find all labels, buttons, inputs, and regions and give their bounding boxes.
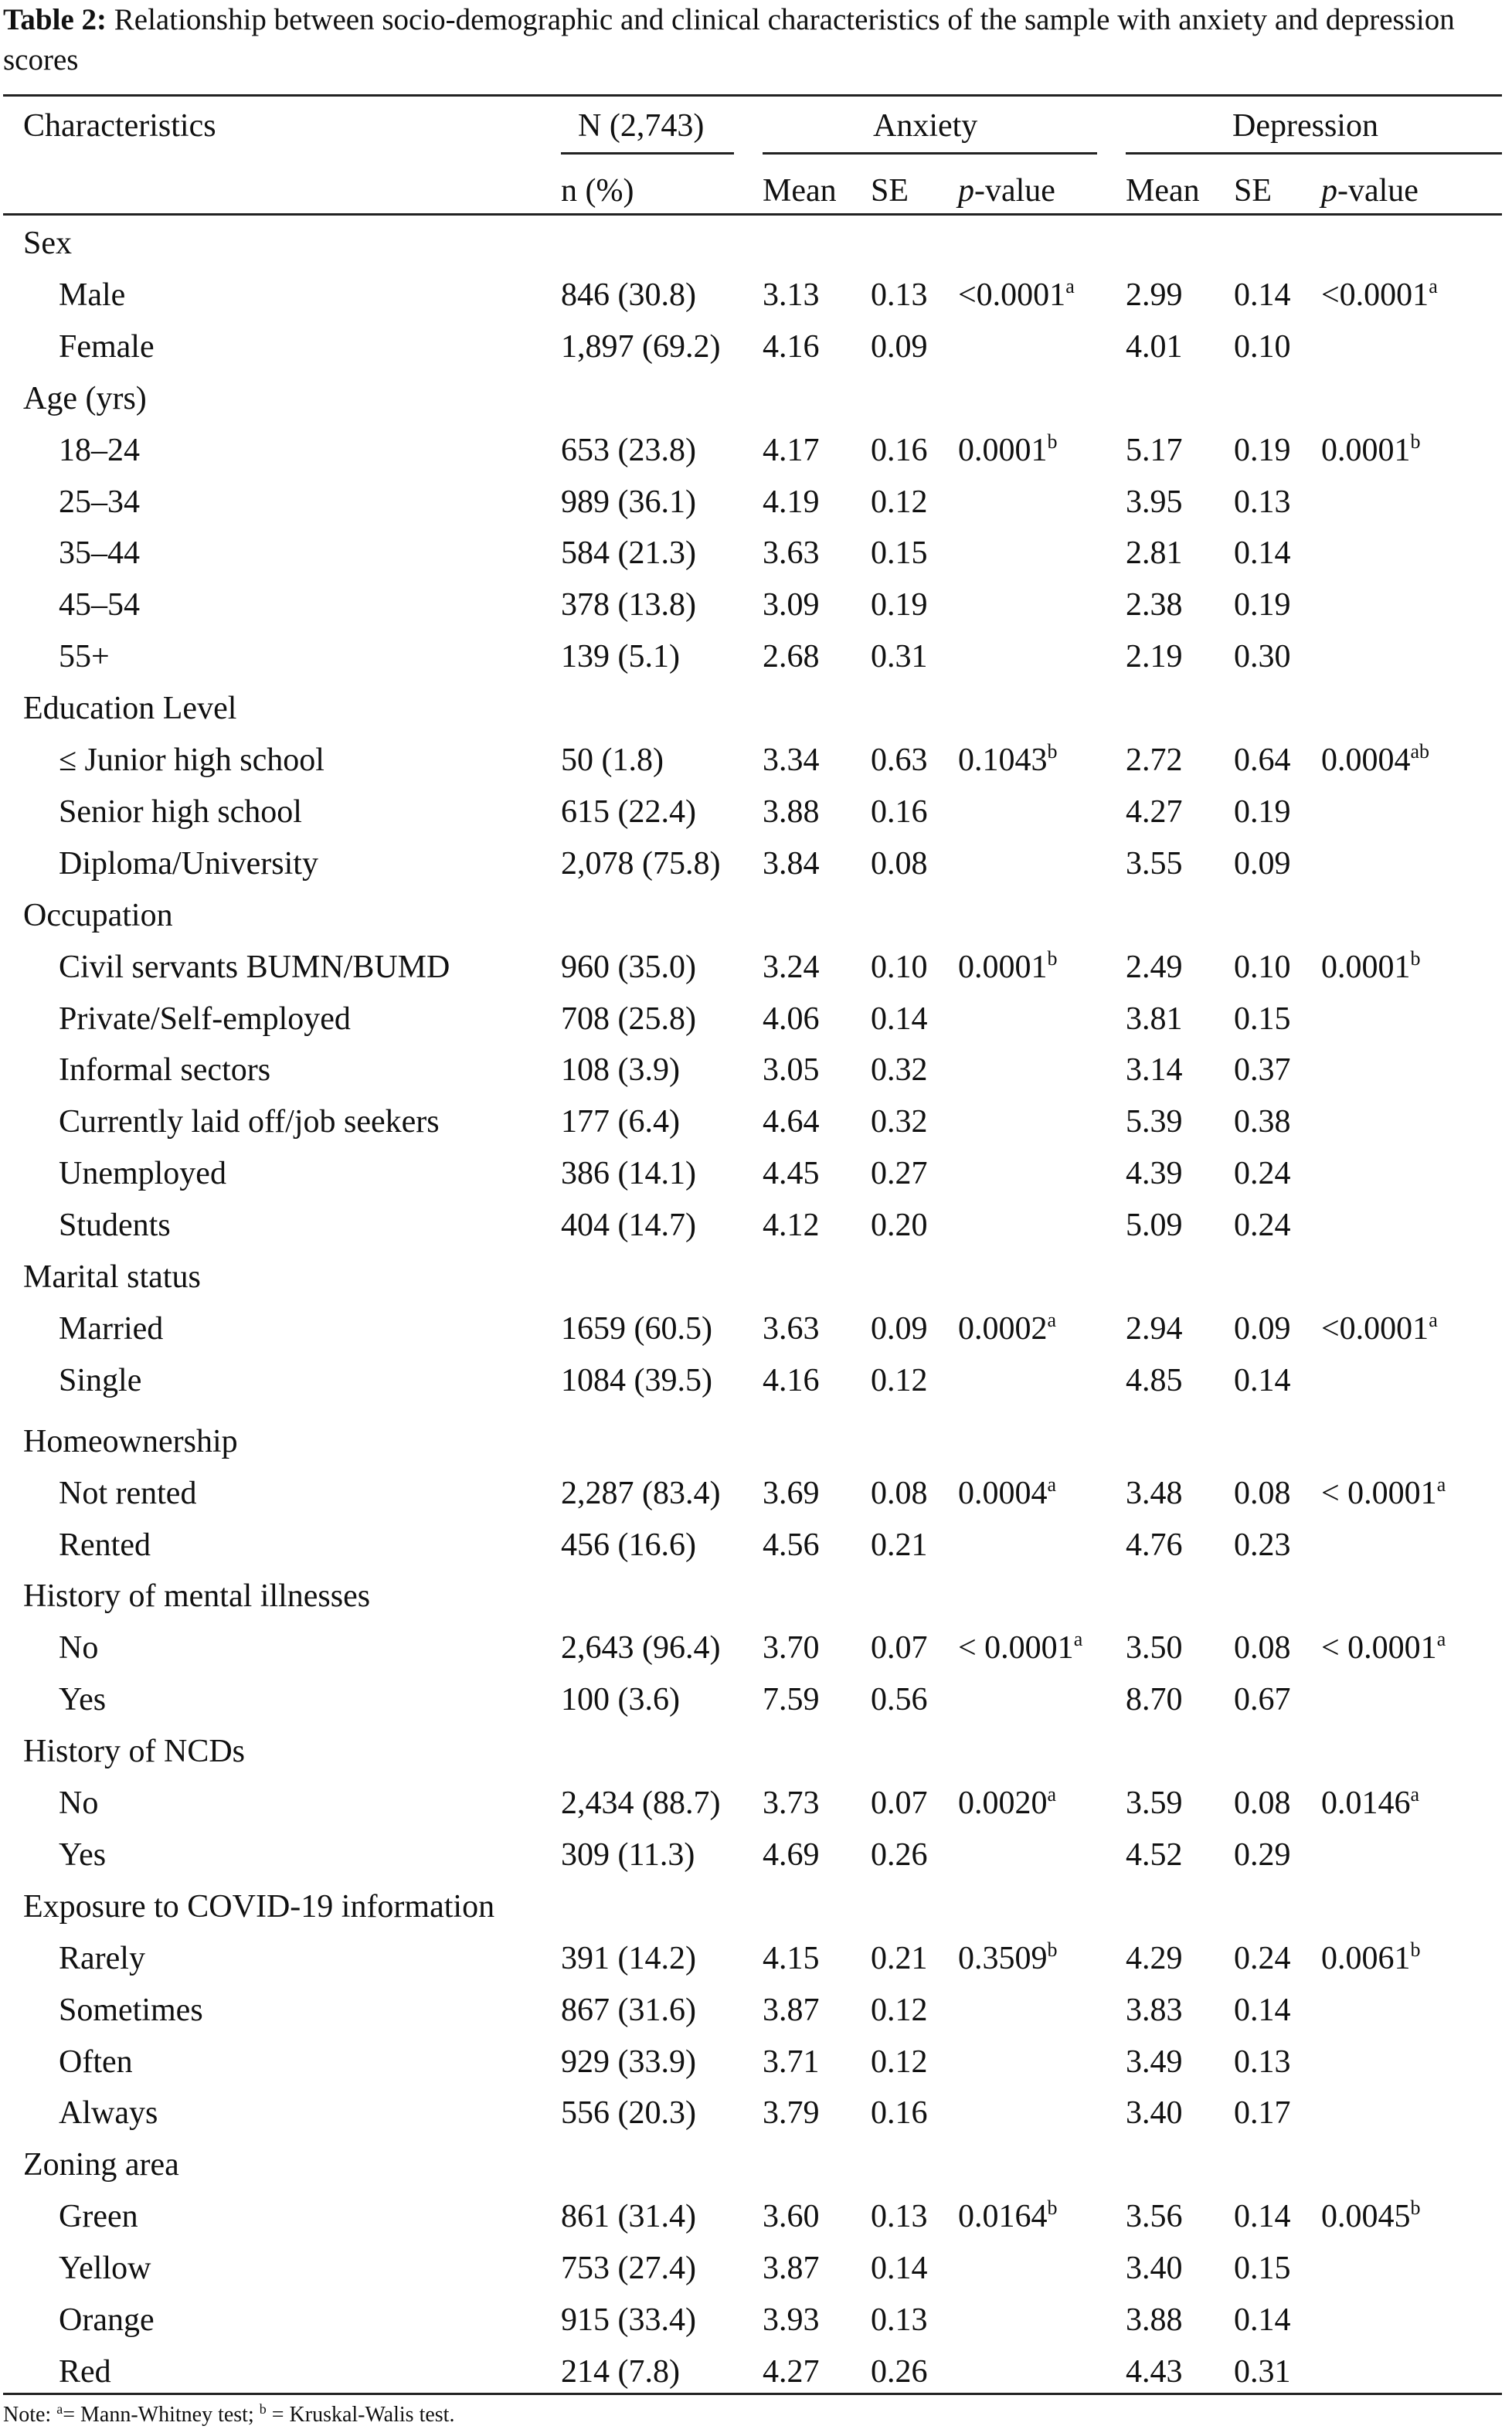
- n-pct-cell: 867 (31.6): [561, 1993, 696, 2028]
- row-label: Yes: [59, 1837, 107, 1873]
- n-pct-cell: 915 (33.4): [561, 2302, 696, 2338]
- n-pct-cell: 861 (31.4): [561, 2199, 696, 2234]
- anxiety-se-cell: 0.12: [871, 1363, 928, 1398]
- group-label: Zoning area: [23, 2147, 179, 2183]
- group-header-row: [0, 1881, 1512, 1932]
- n-pct-cell: 2,434 (88.7): [561, 1785, 721, 1821]
- anxiety-se-cell: 0.26: [871, 1837, 928, 1873]
- header-characteristics: Characteristics: [23, 108, 216, 144]
- table-row: [0, 1468, 1512, 1519]
- group-header-row: [0, 1416, 1512, 1467]
- anxiety-mean-cell: 3.05: [763, 1052, 820, 1088]
- n-pct-cell: 2,643 (96.4): [561, 1630, 721, 1666]
- depression-mean-cell: 3.40: [1126, 2095, 1183, 2131]
- table-row: [0, 270, 1512, 321]
- group-header-row: [0, 890, 1512, 941]
- table-row: [0, 838, 1512, 889]
- anxiety-mean-cell: 4.16: [763, 329, 820, 365]
- depression-mean-cell: 2.72: [1126, 742, 1183, 778]
- table-row: [0, 942, 1512, 993]
- depression-mean-cell: 4.43: [1126, 2354, 1183, 2390]
- anxiety-mean-cell: 7.59: [763, 1682, 820, 1717]
- depression-mean-cell: 5.17: [1126, 433, 1183, 468]
- n-pct-cell: 50 (1.8): [561, 742, 664, 778]
- group-header-row: [0, 1726, 1512, 1777]
- anxiety-mean-cell: 2.68: [763, 639, 820, 674]
- row-label: Yes: [59, 1682, 107, 1717]
- depression-mean-cell: 5.39: [1126, 1104, 1183, 1140]
- depression-se-cell: 0.09: [1234, 1311, 1291, 1347]
- anxiety-se-cell: 0.16: [871, 794, 928, 830]
- depression-mean-cell: 4.29: [1126, 1941, 1183, 1976]
- anxiety-mean-cell: 4.12: [763, 1208, 820, 1243]
- depression-se-cell: 0.13: [1234, 2044, 1291, 2080]
- depression-se-cell: 0.08: [1234, 1785, 1291, 1821]
- anxiety-se-cell: 0.12: [871, 484, 928, 520]
- n-pct-cell: 100 (3.6): [561, 1682, 680, 1717]
- anxiety-p-value-cell: 0.3509$^b$: [958, 1938, 1058, 1976]
- depression-p-value-cell: 0.0045$^b$: [1321, 2196, 1421, 2234]
- depression-mean-cell: 4.52: [1126, 1837, 1183, 1873]
- header-anxiety-se: SE: [871, 173, 909, 209]
- row-label: Informal sectors: [59, 1052, 271, 1088]
- anxiety-mean-cell: 3.63: [763, 535, 820, 571]
- anxiety-se-cell: 0.56: [871, 1682, 928, 1717]
- anxiety-mean-cell: 3.24: [763, 950, 820, 985]
- anxiety-se-cell: 0.13: [871, 2199, 928, 2234]
- row-label: No: [59, 1785, 99, 1821]
- table-row: [0, 735, 1512, 786]
- depression-p-value-cell: < 0.0001$^a$: [1321, 1628, 1446, 1666]
- row-label: Diploma/University: [59, 846, 318, 882]
- n-pct-cell: 378 (13.8): [561, 587, 696, 623]
- anxiety-se-cell: 0.13: [871, 277, 928, 313]
- anxiety-se-cell: 0.32: [871, 1052, 928, 1088]
- table-row: [0, 1355, 1512, 1406]
- table-row: [0, 1830, 1512, 1881]
- n-pct-cell: 960 (35.0): [561, 950, 696, 985]
- n-pct-cell: 708 (25.8): [561, 1001, 696, 1037]
- anxiety-se-cell: 0.15: [871, 535, 928, 571]
- n-pct-cell: 615 (22.4): [561, 794, 696, 830]
- table-row: [0, 994, 1512, 1045]
- depression-mean-cell: 3.95: [1126, 484, 1183, 520]
- row-label: 18–24: [59, 433, 140, 468]
- anxiety-se-cell: 0.07: [871, 1785, 928, 1821]
- group-label: History of NCDs: [23, 1734, 246, 1769]
- group-label: Education Level: [23, 691, 237, 726]
- row-label: Always: [59, 2095, 158, 2131]
- anxiety-mean-cell: 3.93: [763, 2302, 820, 2338]
- anxiety-mean-cell: 3.87: [763, 2251, 820, 2286]
- row-label: Single: [59, 1363, 142, 1398]
- n-pct-cell: 139 (5.1): [561, 639, 680, 674]
- row-label: Civil servants BUMN/BUMD: [59, 950, 450, 985]
- depression-mean-cell: 3.55: [1126, 846, 1183, 882]
- depression-se-cell: 0.14: [1234, 1993, 1291, 2028]
- row-label: Currently laid off/job seekers: [59, 1104, 440, 1140]
- anxiety-se-cell: 0.13: [871, 2302, 928, 2338]
- row-label: Sometimes: [59, 1993, 203, 2028]
- anxiety-se-cell: 0.14: [871, 2251, 928, 2286]
- anxiety-mean-cell: 3.13: [763, 277, 820, 313]
- group-header-row: [0, 1571, 1512, 1622]
- row-label: 25–34: [59, 484, 140, 520]
- row-label: Yellow: [59, 2251, 151, 2286]
- anxiety-mean-cell: 3.73: [763, 1785, 820, 1821]
- anxiety-p-value-cell: 0.1043$^b$: [958, 740, 1058, 778]
- table-row: [0, 1933, 1512, 1984]
- header-depression-se: SE: [1234, 173, 1272, 209]
- anxiety-mean-cell: 3.34: [763, 742, 820, 778]
- table-row: [0, 2088, 1512, 2139]
- depression-se-cell: 0.37: [1234, 1052, 1291, 1088]
- depression-se-cell: 0.14: [1234, 2302, 1291, 2338]
- n-pct-cell: 456 (16.6): [561, 1527, 696, 1563]
- row-label: 35–44: [59, 535, 140, 571]
- table-row: [0, 425, 1512, 476]
- n-pct-cell: 404 (14.7): [561, 1208, 696, 1243]
- depression-se-cell: 0.64: [1234, 742, 1291, 778]
- anxiety-mean-cell: 3.69: [763, 1476, 820, 1511]
- anxiety-mean-cell: 4.56: [763, 1527, 820, 1563]
- depression-p-value-cell: 0.0001$^b$: [1321, 430, 1421, 468]
- anxiety-se-cell: 0.08: [871, 1476, 928, 1511]
- anxiety-p-value-cell: 0.0002$^a$: [958, 1309, 1057, 1347]
- table-title: Relationship between socio-demographic and clinical characteristics of the sample with anxiety and depression scores: [3, 3, 1455, 76]
- anxiety-mean-cell: 3.63: [763, 1311, 820, 1347]
- row-label: Red: [59, 2354, 111, 2390]
- n-pct-cell: 929 (33.9): [561, 2044, 696, 2080]
- row-label: 45–54: [59, 587, 140, 623]
- row-label: Unemployed: [59, 1156, 226, 1191]
- group-header-row: [0, 2139, 1512, 2190]
- depression-se-cell: 0.15: [1234, 2251, 1291, 2286]
- anxiety-se-cell: 0.27: [871, 1156, 928, 1191]
- anxiety-mean-cell: 4.06: [763, 1001, 820, 1037]
- depression-mean-cell: 3.81: [1126, 1001, 1183, 1037]
- depression-se-cell: 0.38: [1234, 1104, 1291, 1140]
- depression-se-cell: 0.08: [1234, 1630, 1291, 1666]
- anxiety-mean-cell: 4.17: [763, 433, 820, 468]
- row-label: Married: [59, 1311, 164, 1347]
- depression-se-cell: 0.17: [1234, 2095, 1291, 2131]
- anxiety-mean-cell: 4.69: [763, 1837, 820, 1873]
- anxiety-se-cell: 0.07: [871, 1630, 928, 1666]
- anxiety-p-value-cell: 0.0020$^a$: [958, 1783, 1057, 1821]
- n-pct-cell: 1659 (60.5): [561, 1311, 712, 1347]
- n-pct-cell: 309 (11.3): [561, 1837, 695, 1873]
- depression-mean-cell: 3.49: [1126, 2044, 1183, 2080]
- table-row: [0, 1200, 1512, 1251]
- row-label: Students: [59, 1208, 171, 1243]
- anxiety-se-cell: 0.31: [871, 639, 928, 674]
- n-pct-cell: 2,078 (75.8): [561, 846, 721, 882]
- n-pct-cell: 108 (3.9): [561, 1052, 680, 1088]
- table-label: Table 2:: [3, 3, 107, 36]
- header-depression: Depression: [1232, 108, 1378, 144]
- table-row: [0, 2346, 1512, 2397]
- anxiety-mean-cell: 3.09: [763, 587, 820, 623]
- header-anxiety-p-value: p-value: [958, 173, 1055, 209]
- depression-mean-cell: 3.88: [1126, 2302, 1183, 2338]
- table-row: [0, 787, 1512, 837]
- depression-se-cell: 0.24: [1234, 1941, 1291, 1976]
- table-row: [0, 579, 1512, 630]
- depression-mean-cell: 2.38: [1126, 587, 1183, 623]
- anxiety-se-cell: 0.10: [871, 950, 928, 985]
- group-label: Homeownership: [23, 1424, 238, 1459]
- anxiety-mean-cell: 3.70: [763, 1630, 820, 1666]
- depression-se-cell: 0.19: [1234, 587, 1291, 623]
- depression-se-cell: 0.29: [1234, 1837, 1291, 1873]
- group-header-row: [0, 218, 1512, 269]
- row-label: ≤ Junior high school: [59, 742, 324, 778]
- table-row: [0, 2295, 1512, 2346]
- depression-se-cell: 0.13: [1234, 484, 1291, 520]
- anxiety-se-cell: 0.12: [871, 2044, 928, 2080]
- anxiety-se-cell: 0.16: [871, 433, 928, 468]
- n-pct-cell: 177 (6.4): [561, 1104, 680, 1140]
- depression-se-cell: 0.67: [1234, 1682, 1291, 1717]
- header-n-total: N (2,743): [578, 108, 705, 144]
- n-pct-cell: 391 (14.2): [561, 1941, 696, 1976]
- header-depression-mean: Mean: [1126, 173, 1200, 209]
- row-label: Rarely: [59, 1941, 145, 1976]
- table-row: [0, 1148, 1512, 1199]
- anxiety-mean-cell: 4.16: [763, 1363, 820, 1398]
- depression-mean-cell: 4.39: [1126, 1156, 1183, 1191]
- n-pct-cell: 556 (20.3): [561, 2095, 696, 2131]
- row-label: Not rented: [59, 1476, 197, 1511]
- anxiety-mean-cell: 4.45: [763, 1156, 820, 1191]
- row-label: 55+: [59, 639, 110, 674]
- anxiety-se-cell: 0.16: [871, 2095, 928, 2131]
- anxiety-mean-cell: 3.79: [763, 2095, 820, 2131]
- row-label: Orange: [59, 2302, 155, 2338]
- depression-mean-cell: 3.83: [1126, 1993, 1183, 2028]
- anxiety-se-cell: 0.63: [871, 742, 928, 778]
- header-anxiety-mean: Mean: [763, 173, 837, 209]
- table-row: [0, 1674, 1512, 1725]
- n-pct-cell: 214 (7.8): [561, 2354, 680, 2390]
- table-note: Note: $^a$= Mann-Whitney test; $^b$ = Kruskal-Walis test.: [3, 2401, 455, 2427]
- row-label: Female: [59, 329, 155, 365]
- anxiety-p-value-cell: 0.0001$^b$: [958, 430, 1058, 468]
- anxiety-se-cell: 0.26: [871, 2354, 928, 2390]
- depression-mean-cell: 3.50: [1126, 1630, 1183, 1666]
- depression-mean-cell: 2.81: [1126, 535, 1183, 571]
- anxiety-mean-cell: 4.19: [763, 484, 820, 520]
- depression-se-cell: 0.14: [1234, 277, 1291, 313]
- anxiety-p-value-cell: 0.0164$^b$: [958, 2196, 1058, 2234]
- anxiety-mean-cell: 3.60: [763, 2199, 820, 2234]
- anxiety-se-cell: 0.20: [871, 1208, 928, 1243]
- anxiety-p-value-cell: <0.0001$^a$: [958, 275, 1075, 313]
- depression-mean-cell: 3.14: [1126, 1052, 1183, 1088]
- group-header-row: [0, 1252, 1512, 1303]
- n-pct-cell: 1,897 (69.2): [561, 329, 721, 365]
- row-label: Green: [59, 2199, 138, 2234]
- anxiety-mean-cell: 4.64: [763, 1104, 820, 1140]
- n-pct-cell: 386 (14.1): [561, 1156, 696, 1191]
- row-label: Often: [59, 2044, 133, 2080]
- row-label: No: [59, 1630, 99, 1666]
- depression-se-cell: 0.14: [1234, 2199, 1291, 2234]
- depression-p-value-cell: 0.0061$^b$: [1321, 1938, 1421, 1976]
- depression-p-value-cell: <0.0001$^a$: [1321, 1309, 1438, 1347]
- anxiety-se-cell: 0.21: [871, 1527, 928, 1563]
- n-pct-cell: 989 (36.1): [561, 484, 696, 520]
- table-row: [0, 2191, 1512, 2242]
- group-label: Exposure to COVID-19 information: [23, 1889, 495, 1925]
- header-depression-p-value: p-value: [1321, 173, 1419, 209]
- anxiety-se-cell: 0.09: [871, 329, 928, 365]
- table-row: [0, 1778, 1512, 1829]
- anxiety-se-cell: 0.19: [871, 587, 928, 623]
- depression-mean-cell: 4.85: [1126, 1363, 1183, 1398]
- table-row: [0, 2037, 1512, 2088]
- depression-mean-cell: 5.09: [1126, 1208, 1183, 1243]
- depression-mean-cell: 3.40: [1126, 2251, 1183, 2286]
- depression-se-cell: 0.24: [1234, 1208, 1291, 1243]
- anxiety-p-value-cell: 0.0001$^b$: [958, 947, 1058, 985]
- depression-se-cell: 0.10: [1234, 950, 1291, 985]
- anxiety-p-value-cell: 0.0004$^a$: [958, 1473, 1057, 1511]
- anxiety-se-cell: 0.14: [871, 1001, 928, 1037]
- anxiety-p-value-cell: < 0.0001$^a$: [958, 1628, 1083, 1666]
- bottom-rule: [3, 2393, 1502, 2395]
- table-row: [0, 1985, 1512, 2036]
- depression-p-value-cell: <0.0001$^a$: [1321, 275, 1438, 313]
- anxiety-mean-cell: 3.71: [763, 2044, 820, 2080]
- anxiety-mean-cell: 3.87: [763, 1993, 820, 2028]
- table-row: [0, 1520, 1512, 1571]
- group-header-row: [0, 683, 1512, 734]
- depression-p-value-cell: 0.0004$^{ab}$: [1321, 740, 1430, 778]
- row-label: Senior high school: [59, 794, 302, 830]
- anxiety-se-cell: 0.12: [871, 1993, 928, 2028]
- row-label: Male: [59, 277, 126, 313]
- depression-se-cell: 0.10: [1234, 329, 1291, 365]
- n-pct-cell: 2,287 (83.4): [561, 1476, 721, 1511]
- depression-se-cell: 0.30: [1234, 639, 1291, 674]
- group-label: Sex: [23, 226, 72, 261]
- anxiety-mean-cell: 3.84: [763, 846, 820, 882]
- depression-mean-cell: 3.48: [1126, 1476, 1183, 1511]
- table-row: [0, 2243, 1512, 2294]
- anxiety-se-cell: 0.21: [871, 1941, 928, 1976]
- table-row: [0, 1045, 1512, 1096]
- group-label: History of mental illnesses: [23, 1578, 371, 1614]
- depression-se-cell: 0.15: [1234, 1001, 1291, 1037]
- depression-mean-cell: 8.70: [1126, 1682, 1183, 1717]
- depression-se-cell: 0.19: [1234, 794, 1291, 830]
- n-pct-cell: 753 (27.4): [561, 2251, 696, 2286]
- anxiety-mean-cell: 4.15: [763, 1941, 820, 1976]
- header-n-pct: n (%): [561, 173, 634, 209]
- depression-mean-cell: 3.56: [1126, 2199, 1183, 2234]
- group-header-row: [0, 373, 1512, 424]
- depression-se-cell: 0.31: [1234, 2354, 1291, 2390]
- table-row: [0, 1303, 1512, 1354]
- table-row: [0, 1096, 1512, 1147]
- n-pct-cell: 1084 (39.5): [561, 1363, 712, 1398]
- row-label: Private/Self-employed: [59, 1001, 351, 1037]
- header-anxiety: Anxiety: [873, 108, 978, 144]
- depression-mean-cell: 2.19: [1126, 639, 1183, 674]
- depression-mean-cell: 2.49: [1126, 950, 1183, 985]
- depression-p-value-cell: 0.0001$^b$: [1321, 947, 1421, 985]
- anxiety-mean-cell: 3.88: [763, 794, 820, 830]
- depression-mean-cell: 2.99: [1126, 277, 1183, 313]
- depression-p-value-cell: 0.0146$^a$: [1321, 1783, 1420, 1821]
- depression-mean-cell: 4.01: [1126, 329, 1183, 365]
- anxiety-se-cell: 0.32: [871, 1104, 928, 1140]
- depression-se-cell: 0.23: [1234, 1527, 1291, 1563]
- depression-mean-cell: 4.27: [1126, 794, 1183, 830]
- depression-se-cell: 0.19: [1234, 433, 1291, 468]
- depression-se-cell: 0.08: [1234, 1476, 1291, 1511]
- table-row: [0, 528, 1512, 579]
- depression-p-value-cell: < 0.0001$^a$: [1321, 1473, 1446, 1511]
- depression-mean-cell: 4.76: [1126, 1527, 1183, 1563]
- row-label: Rented: [59, 1527, 151, 1563]
- anxiety-mean-cell: 4.27: [763, 2354, 820, 2390]
- n-pct-cell: 846 (30.8): [561, 277, 696, 313]
- anxiety-se-cell: 0.08: [871, 846, 928, 882]
- depression-se-cell: 0.24: [1234, 1156, 1291, 1191]
- table-row: [0, 1622, 1512, 1673]
- group-label: Marital status: [23, 1259, 201, 1295]
- table-row: [0, 321, 1512, 372]
- group-label: Age (yrs): [23, 381, 147, 416]
- n-pct-cell: 653 (23.8): [561, 433, 696, 468]
- n-pct-cell: 584 (21.3): [561, 535, 696, 571]
- table-row: [0, 631, 1512, 682]
- depression-se-cell: 0.14: [1234, 535, 1291, 571]
- depression-se-cell: 0.09: [1234, 846, 1291, 882]
- depression-mean-cell: 2.94: [1126, 1311, 1183, 1347]
- group-label: Occupation: [23, 898, 173, 933]
- anxiety-se-cell: 0.09: [871, 1311, 928, 1347]
- depression-se-cell: 0.14: [1234, 1363, 1291, 1398]
- table-row: [0, 477, 1512, 528]
- depression-mean-cell: 3.59: [1126, 1785, 1183, 1821]
